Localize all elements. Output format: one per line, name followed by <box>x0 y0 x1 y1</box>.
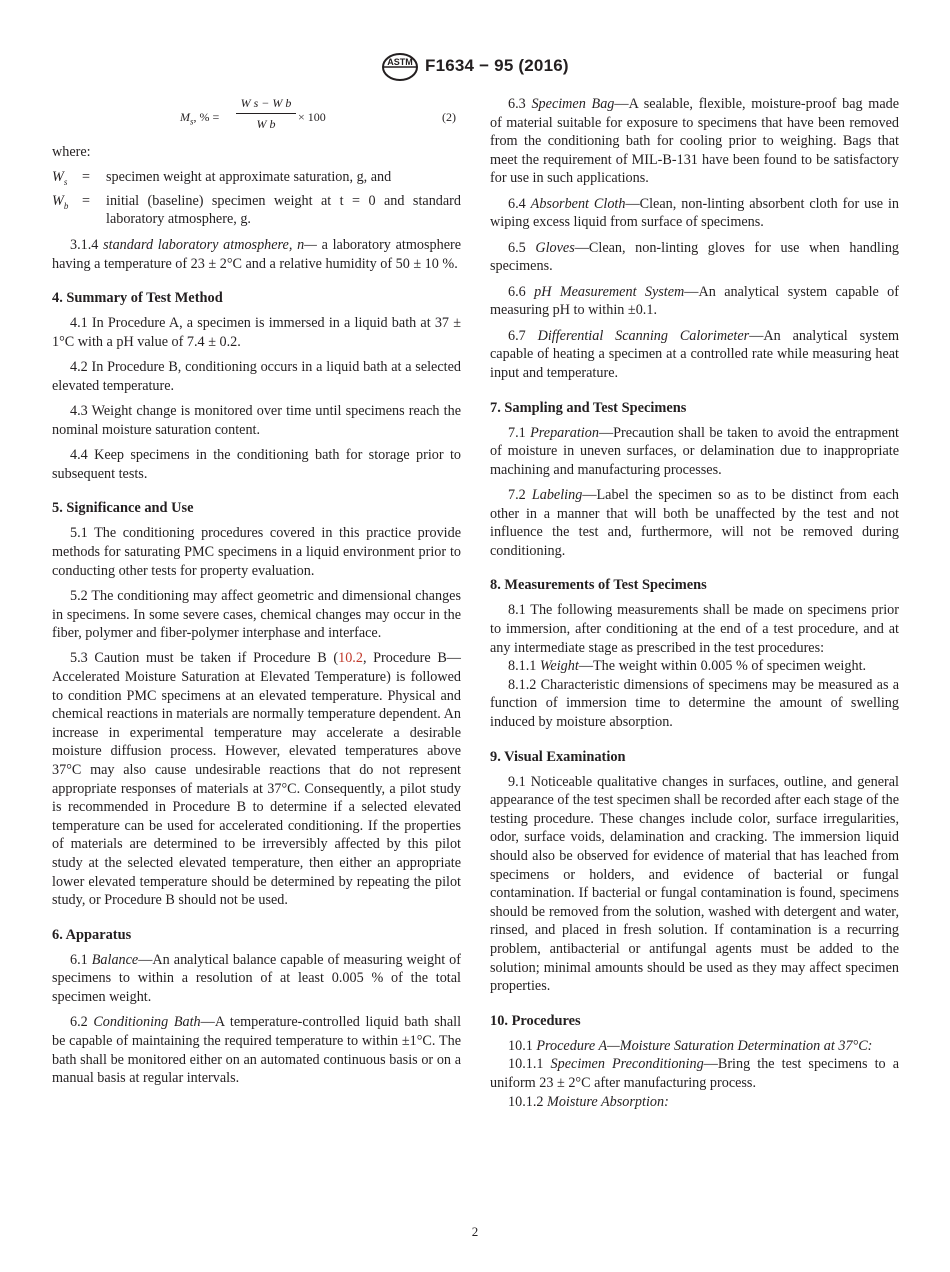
section-heading-5: 5. Significance and Use <box>52 500 194 517</box>
paragraph-5-1: 5.1 The conditioning procedures covered in this practice provide methods for saturating PMC specimens in a liquid environment prior to conducting other tests for property evaluation. <box>52 525 461 579</box>
paragraph-7-2: 7.2 Labeling—Label the specimen so as to be distinct from each other in a manner that will both be unaffected by the test and not influence the test and, furthermore, will not be removed during conditioning. <box>490 487 899 559</box>
paragraph-10-1-1: 10.1.1 Specimen Preconditioning—Bring the test specimens to a uniform 23 ± 2°C after manufacturing process. <box>490 1056 899 1091</box>
section-heading-8: 8. Measurements of Test Specimens <box>490 577 707 594</box>
equation-fraction <box>236 95 296 132</box>
where-label: where: <box>52 144 91 160</box>
paragraph-4-1: 4.1 In Procedure A, a specimen is immersed in a liquid bath at 37 ± 1°C with a pH value of 7.4 ± 0.2. <box>52 315 461 350</box>
section-heading-9: 9. Visual Examination <box>490 748 626 765</box>
paragraph-6-3: 6.3 Specimen Bag—A sealable, flexible, moisture-proof bag made of material suitable for exposure to specimens that have been removed from the conditioning bath for cooling prior to weighing. Bags that meet the requirement of MIL-B-131 have been found to be satisfactory for use in such applications. <box>490 96 900 187</box>
paragraph-7-1: 7.1 Preparation—Precaution shall be taken to avoid the entrapment of moisture in uneven surfaces, or delamination due to inappropriate machining and manufacturing processes. <box>490 424 899 478</box>
section-heading-7: 7. Sampling and Test Specimens <box>490 399 687 416</box>
paragraph-6-2: 6.2 Conditioning Bath—A temperature-controlled liquid bath shall be capable of maintaining the required temperature to within ±1°C. The bath shall be monitored either on an automated continuous basis or on a manual basis at regular intervals. <box>52 1014 462 1087</box>
equation-number: (2) <box>442 110 456 124</box>
equation-multiplier: × 100 <box>298 110 326 124</box>
paragraph-10-1-2: 10.1.2 Moisture Absorption: <box>508 1093 669 1110</box>
equation-numerator: W s − W b <box>240 96 292 110</box>
section-10-2-link[interactable]: 10.2 <box>338 650 363 667</box>
paragraph-4-3: 4.3 Weight change is monitored over time until specimens reach the nominal moisture saturation content. <box>52 403 461 438</box>
paragraph-8-1: 8.1 The following measurements shall be made on specimens prior to immersion, after conditioning at the end of a test procedure, and at any intermediate stage as prescribed in the test procedures: <box>490 602 899 656</box>
svg-text:ASTM: ASTM <box>387 57 413 67</box>
equation-denominator: W b <box>256 117 276 131</box>
equation-lhs: $M_s$, % = <box>180 110 220 127</box>
paragraph-6-4: 6.4 Absorbent Cloth—Clean, non-linting absorbent cloth for use in wiping excess liquid from surface of specimens. <box>490 195 899 231</box>
paragraph-6-6: 6.6 pH Measurement System—An analytical system capable of measuring pH to within ±0.1. <box>490 283 900 319</box>
section-heading-10: 10. Procedures <box>490 1012 581 1029</box>
page-number: 2 <box>471 1224 479 1239</box>
section-heading-6: 6. Apparatus <box>52 926 132 943</box>
paragraph-10-1: 10.1 Procedure A—Moisture Saturation Determination at 37°C: <box>508 1037 873 1054</box>
right-column <box>490 95 899 1118</box>
paragraph-6-5: 6.5 Gloves—Clean, non-linting gloves for use when handling specimens. <box>490 239 900 275</box>
paragraph-6-1: 6.1 Balance—An analytical balance capable of measuring weight of specimens to within a resolution of at least 0.005 % of the total specimen weight. <box>52 951 461 1005</box>
paragraph-5-2: 5.2 The conditioning may affect geometric and dimensional changes in specimens. In some severe cases, chemical changes may occur in the fiber, polymer and fiber-polymer interphase and interface. <box>52 587 461 642</box>
paragraph-4-4: 4.4 Keep specimens in the conditioning bath for storage prior to subsequent tests. <box>52 447 461 482</box>
paragraph-3-1-4: 3.1.4 standard laboratory atmosphere, n— a laboratory atmosphere having a temperature of 23 ± 2°C and a relative humidity of 50 ± 10 %. <box>52 237 462 272</box>
left-column <box>52 95 461 1095</box>
paragraph-5-3: 5.3 Caution must be taken if Procedure B (10.2, Procedure B—Accelerated Moisture Saturation at Elevated Temperature) is followed to condition PMC specimens at an elevated temperature. Physical and chemical reactions in materials are normally temperature dependent. An increase in experimental temperature may accelerate a desirable moisture diffusion process. However, elevated temperatures above 37°C may also cause undesirable reactions that do not represent appropriate responses of materials at 37°C. Consequently, a pilot study is recommended in Procedure B to determine if a selected elevated temperature can be used for accelerated conditioning. If the properties of materials are determined to be irreversibly affected by this pilot study at the selected elevated temperature, then either an appropriate lower elevated temperature should be determined by repeating the pilot study, or Procedure B should not be used. <box>52 650 461 909</box>
where-item: $W_s$ = specimen weight at approximate saturation, g, and <box>52 169 392 188</box>
document-designation: F1634 − 95 (2016) <box>425 56 569 75</box>
paragraph-8-1-1: 8.1.1 Weight—The weight within 0.005 % of specimen weight. <box>508 658 867 675</box>
astm-logo-icon <box>381 52 419 82</box>
paragraph-8-1-2: 8.1.2 Characteristic dimensions of specimens may be measured as a function of immersion time to determine the amount of swelling induced by moisture absorption. <box>490 676 899 731</box>
paragraph-6-7: 6.7 Differential Scanning Calorimeter—An analytical system capable of heating a specimen at a controlled rate while measuring heat input and temperature. <box>490 327 899 381</box>
where-item: $W_b$ = initial (baseline) specimen weight at t = 0 and standard laboratory atmosphere, g. <box>52 192 461 228</box>
paragraph-9-1: 9.1 Noticeable qualitative changes in surfaces, outline, and general appearance of the test specimen shall be recorded after each stage of the testing procedure. These changes include color, surface irregularities, odor, surface voids, delamination and cracking. The immersion liquid should also be observed for evidence of material that has leached from specimens or holders, and evidence of bacterial or fungal contamination. If bacterial or fungal contamination is found, specimens should be removed from the solution, washed with detergent and water, rinsed, and placed in fresh solution. If contamination is a recurring problem, antibacterial or antifungal agents must be added to the solution; minimal amounts should be used as they may affect specimen properties. <box>490 773 899 995</box>
page-header <box>0 50 950 84</box>
paragraph-4-2: 4.2 In Procedure B, conditioning occurs in a liquid bath at a selected elevated temperature. <box>52 359 461 394</box>
section-heading-4: 4. Summary of Test Method <box>52 290 223 307</box>
equation-2 <box>52 95 461 135</box>
